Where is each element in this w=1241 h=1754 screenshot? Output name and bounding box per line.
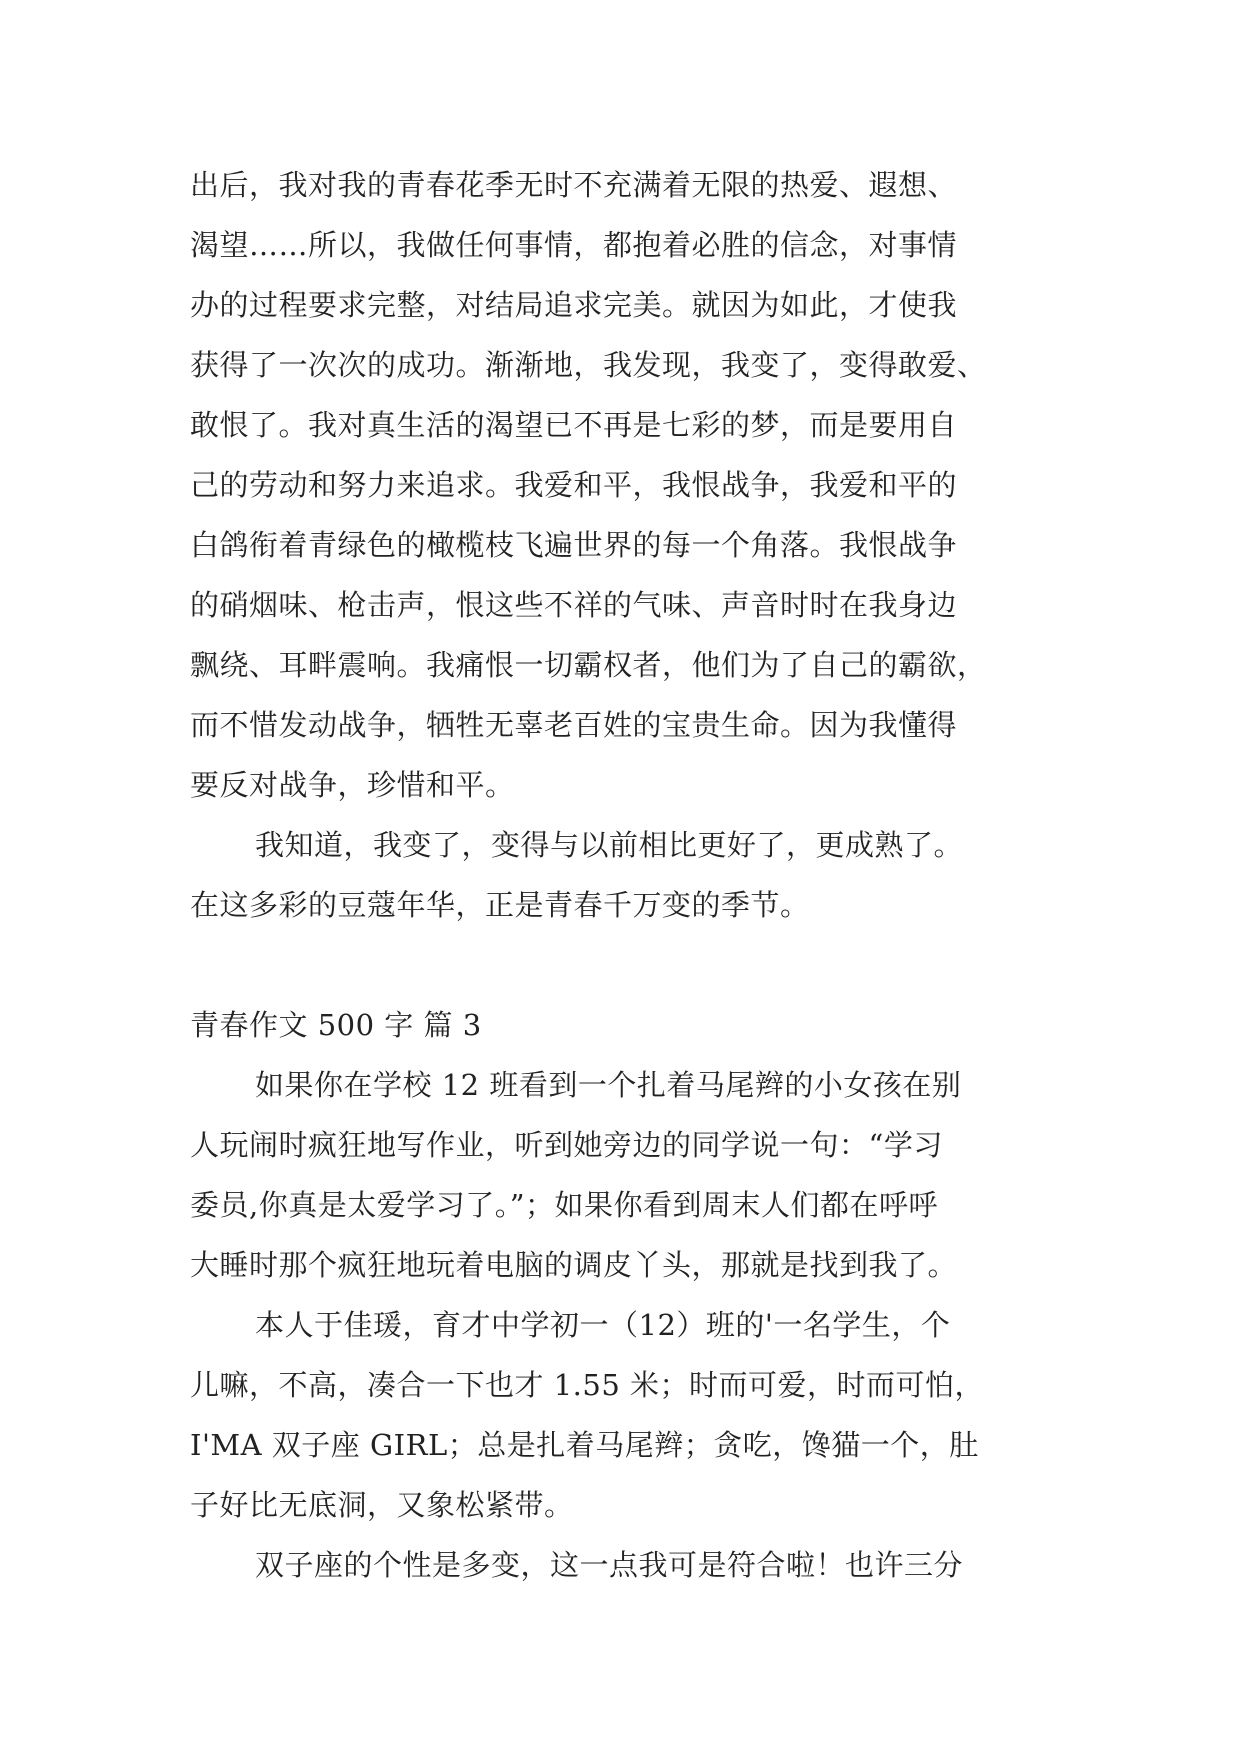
paragraph-1-line: 己的劳动和努力来追求。我爱和平，我恨战争，我爱和平的 bbox=[190, 468, 958, 502]
paragraph-4-line: 子好比无底洞，又象松紧带。 bbox=[190, 1488, 574, 1522]
paragraph-2-line: 在这多彩的豆蔻年华，正是青春千万变的季节。 bbox=[190, 888, 810, 922]
paragraph-1-line: 出后，我对我的青春花季无时不充满着无限的热爱、遐想、 bbox=[190, 168, 958, 202]
paragraph-4-line: 儿嘛，不高，凑合一下也才 1.55 米；时而可爱，时而可怕， bbox=[190, 1368, 985, 1402]
paragraph-1-line: 飘绕、耳畔震响。我痛恨一切霸权者，他们为了自己的霸欲， bbox=[190, 648, 987, 682]
paragraph-4-line: 本人于佳瑗，育才中学初一（12）班的'一名学生，个 bbox=[255, 1308, 951, 1342]
paragraph-3-line: 大睡时那个疯狂地玩着电脑的调皮丫头，那就是找到我了。 bbox=[190, 1248, 958, 1282]
paragraph-1-line: 敢恨了。我对真生活的渴望已不再是七彩的梦，而是要用自 bbox=[190, 408, 958, 442]
paragraph-1-line: 要反对战争，珍惜和平。 bbox=[190, 768, 515, 802]
paragraph-1-line: 的硝烟味、枪击声，恨这些不祥的气味、声音时时在我身边 bbox=[190, 588, 958, 622]
paragraph-1-line: 而不惜发动战争，牺牲无辜老百姓的宝贵生命。因为我懂得 bbox=[190, 708, 958, 742]
paragraph-1-line: 办的过程要求完整，对结局追求完美。就因为如此，才使我 bbox=[190, 288, 958, 322]
section-heading: 青春作文 500 字 篇 3 bbox=[190, 1008, 482, 1042]
paragraph-1-line: 获得了一次次的成功。渐渐地，我发现，我变了，变得敢爱、 bbox=[190, 348, 987, 382]
paragraph-3-line: 人玩闹时疯狂地写作业，听到她旁边的同学说一句：“学习 bbox=[190, 1128, 943, 1162]
paragraph-4-line: I'MA 双子座 GIRL；总是扎着马尾辫；贪吃，馋猫一个，肚 bbox=[190, 1428, 979, 1462]
paragraph-3-line: 如果你在学校 12 班看到一个扎着马尾辫的小女孩在别 bbox=[255, 1068, 962, 1102]
paragraph-2-line: 我知道，我变了，变得与以前相比更好了，更成熟了。 bbox=[255, 828, 964, 862]
paragraph-5-line: 双子座的个性是多变，这一点我可是符合啦！也许三分 bbox=[255, 1548, 964, 1582]
paragraph-1-line: 渴望……所以，我做任何事情，都抱着必胜的信念，对事情 bbox=[190, 228, 958, 262]
paragraph-1-line: 白鸽衔着青绿色的橄榄枝飞遍世界的每一个角落。我恨战争 bbox=[190, 528, 958, 562]
paragraph-3-line: 委员,你真是太爱学习了。”；如果你看到周末人们都在呼呼 bbox=[190, 1188, 939, 1222]
